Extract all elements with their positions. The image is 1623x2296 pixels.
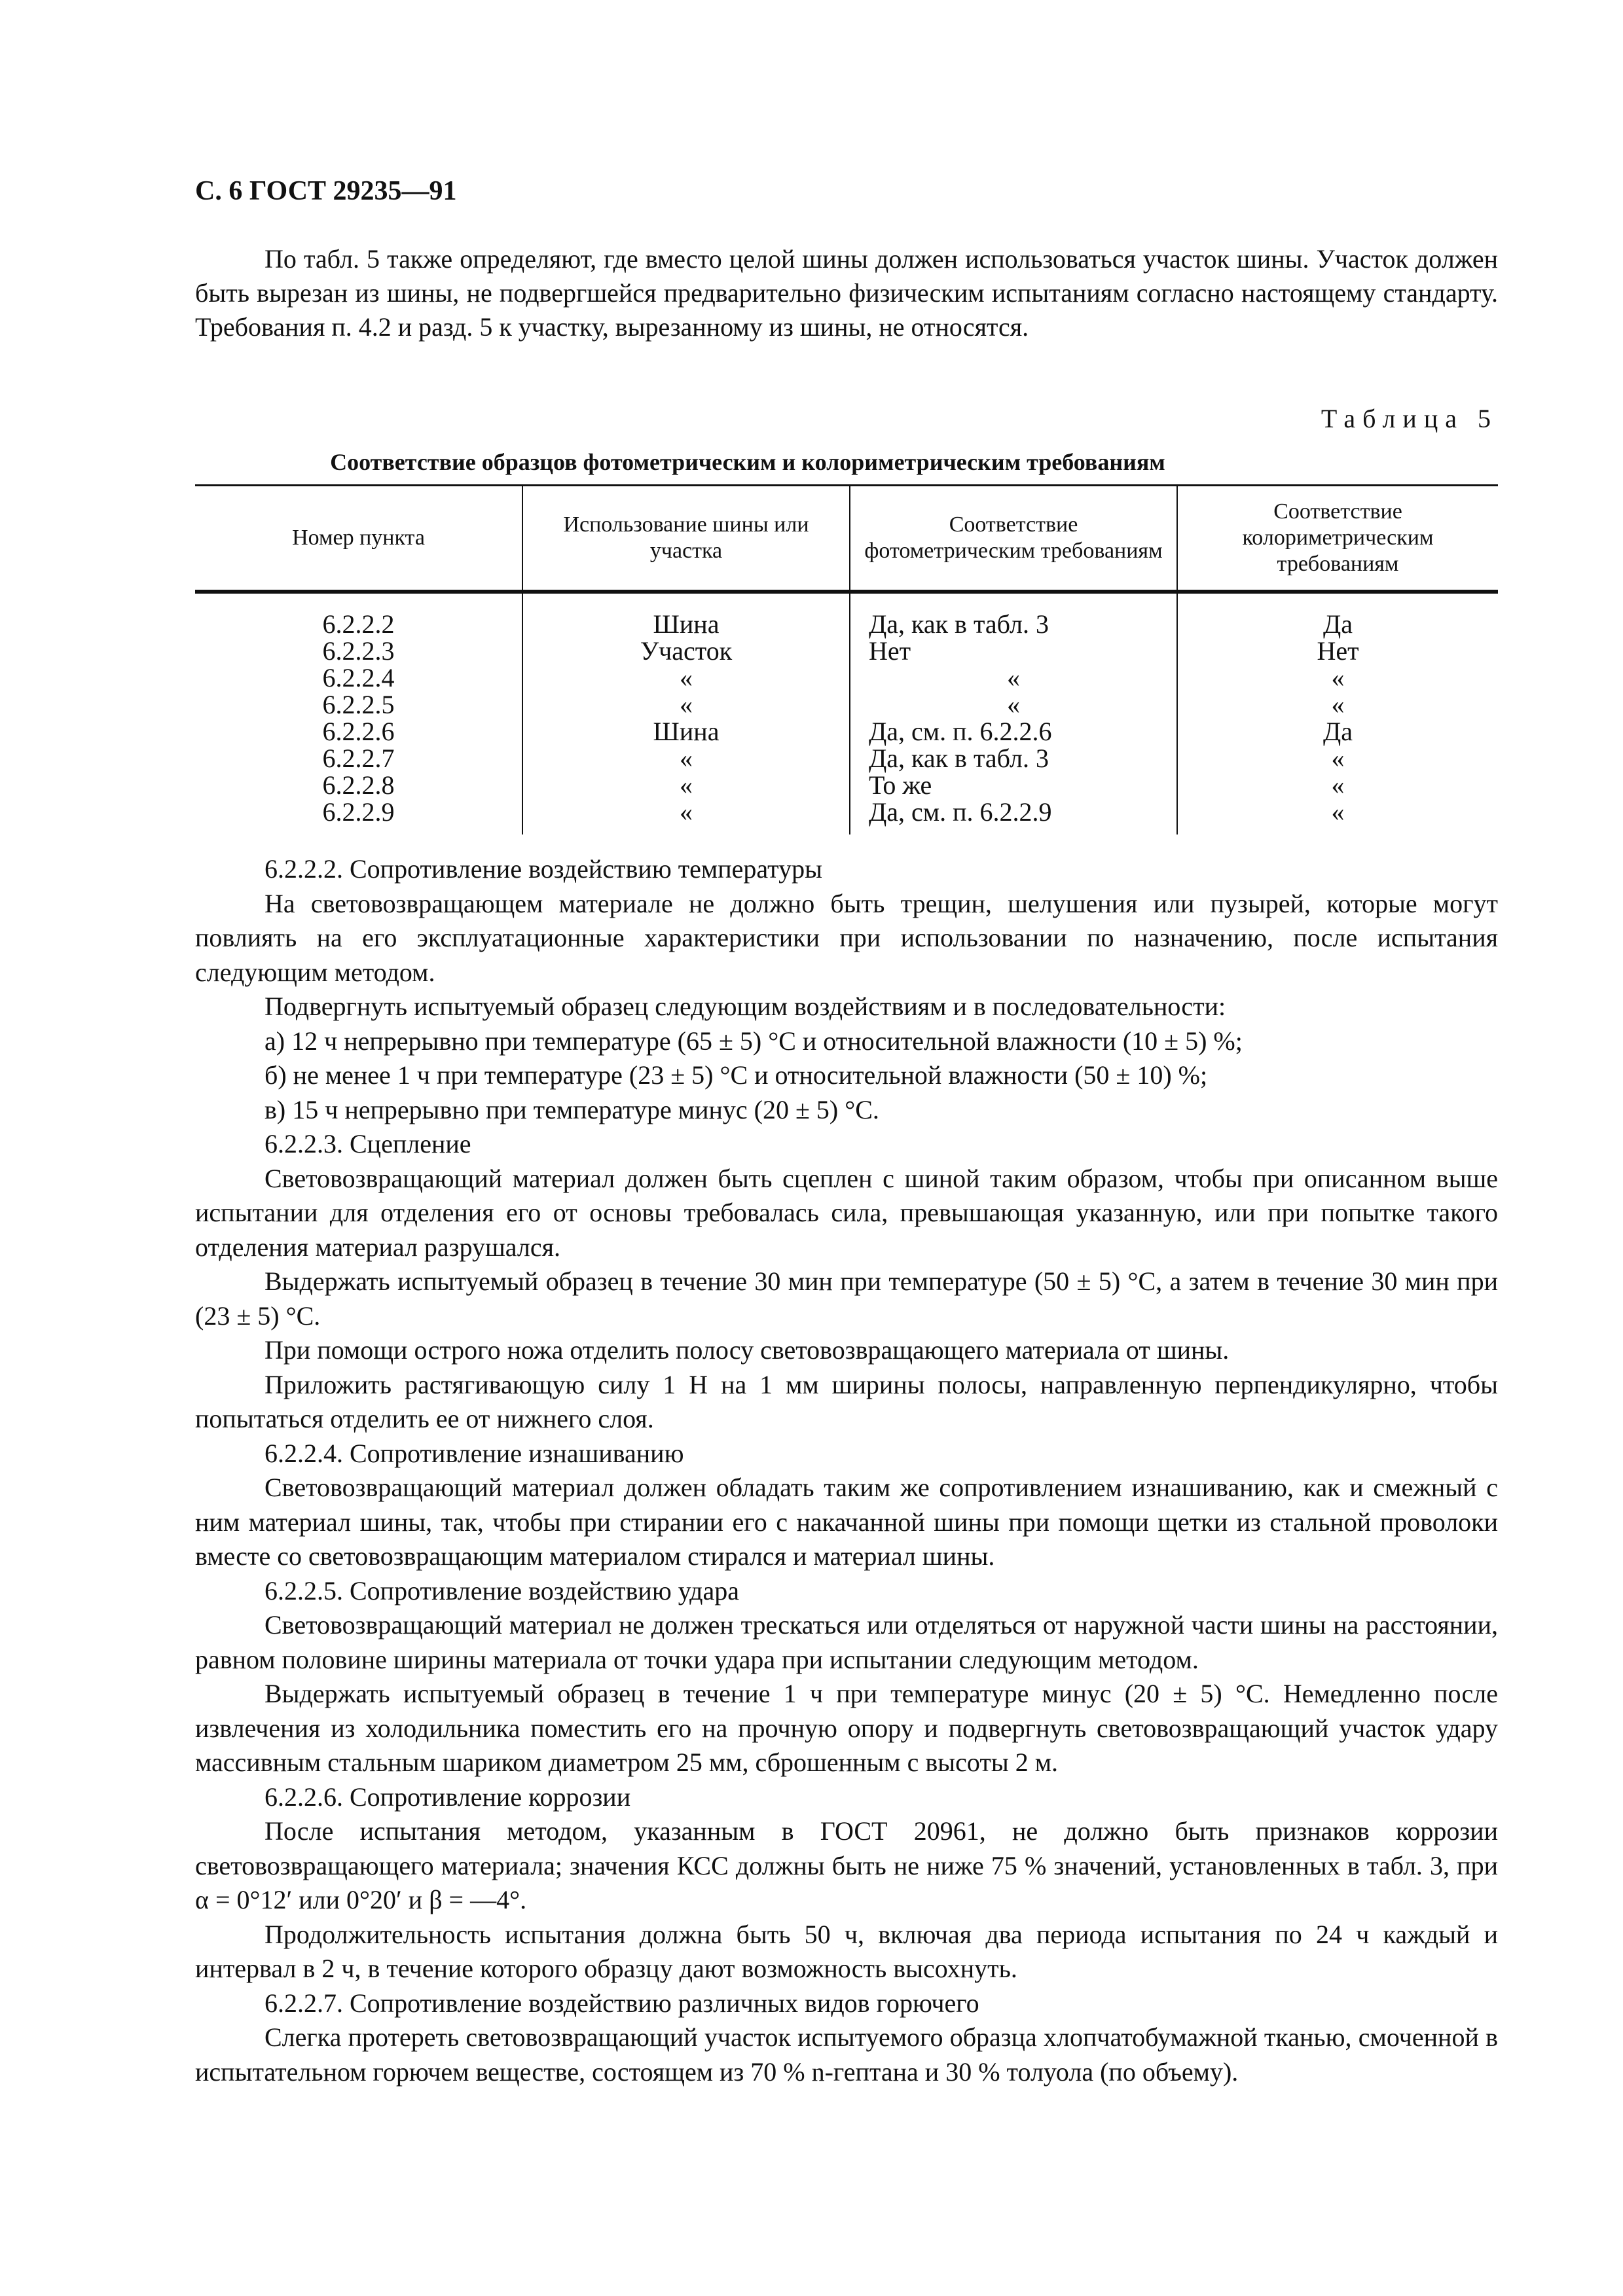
body-text <box>195 852 1498 2089</box>
cell-usage: « <box>522 798 850 834</box>
cell-item-number: 6.2.2.6 <box>195 718 522 745</box>
table-5 <box>195 484 1498 834</box>
intro-text <box>195 242 1498 344</box>
section-heading: 6.2.2.5. Сопротивление воздействию удара <box>264 1575 740 1605</box>
table-row <box>195 664 1498 691</box>
paragraph: Световозвращающий материал должен быть сцеплен с шиной таким образом, чтобы при описанном выше испытании для отделения его от основы требовалась сила, превышающая указанную, или при попытке такого отделения материал разрушался. <box>195 1163 1498 1262</box>
cell-colorimetric: Нет <box>1317 636 1359 666</box>
cell-usage: « <box>522 691 850 718</box>
cell-usage: « <box>522 664 850 691</box>
cell-item-number: 6.2.2.5 <box>195 691 522 718</box>
cell-colorimetric: « <box>1331 797 1345 827</box>
header-colorimetric: Соответствие колориметрическим требованиям <box>1177 486 1498 592</box>
section-heading: 6.2.2.3. Сцепление <box>264 1129 471 1158</box>
intro-paragraph: По табл. 5 также определяют, где вместо целой шины должен использоваться участок шины. Участок должен быть вырезан из шины, не подвергшейся предварительно физическим испытаниям согласно настоящему стандарту. Требования п. 4.2 и разд. 5 к участку, вырезанному из шины, не относятся. <box>195 244 1498 342</box>
table-row <box>195 592 1498 637</box>
cell-colorimetric: Да <box>1322 609 1353 639</box>
cell-usage: Участок <box>522 637 850 664</box>
section-heading: 6.2.2.7. Сопротивление воздействию различных видов горючего <box>264 1988 979 2018</box>
cell-item-number: 6.2.2.7 <box>195 745 522 772</box>
paragraph: Приложить растягивающую силу 1 Н на 1 мм ширины полосы, направленную перпендикулярно, чтобы попытаться отделить ее от нижнего слоя. <box>195 1369 1498 1433</box>
cell-photometric: То же <box>850 772 1177 798</box>
paragraph: Выдержать испытуемый образец в течение 1 ч при температуре минус (20 ± 5) °С. Немедленно после извлечения из холодильника поместить его на прочную опору и подвергнуть световозвращающий участок удару массивным стальным шариком диаметром 25 мм, сброшенным с высоты 2 м. <box>195 1679 1498 1777</box>
paragraph: При помощи острого ножа отделить полосу световозвращающего материала от шины. <box>264 1335 1230 1365</box>
paragraph: Слегка протереть световозвращающий участок испытуемого образца хлопчатобумажной тканью, смоченной в испытательном горючем веществе, состоящем из 70 % n-гептана и 30 % толуола (по объему). <box>195 2022 1498 2087</box>
table-row <box>195 745 1498 772</box>
list-item: в) 15 ч непрерывно при температуре минус (20 ± 5) °С. <box>264 1094 879 1124</box>
table-row <box>195 718 1498 745</box>
section-heading: 6.2.2.4. Сопротивление изнашиванию <box>264 1438 684 1468</box>
header-item-number: Номер пункта <box>195 486 522 592</box>
table-header-row <box>195 486 1498 592</box>
cell-colorimetric: « <box>1331 744 1345 773</box>
cell-colorimetric: « <box>1331 770 1345 800</box>
cell-usage: Шина <box>522 718 850 745</box>
cell-photometric: Да, как в табл. 3 <box>850 745 1177 772</box>
cell-item-number: 6.2.2.9 <box>195 798 522 834</box>
cell-photometric: « <box>850 664 1177 691</box>
cell-item-number: 6.2.2.2 <box>195 592 522 637</box>
cell-colorimetric: « <box>1331 690 1345 719</box>
cell-photometric: Нет <box>850 637 1177 664</box>
cell-photometric: Да, см. п. 6.2.2.6 <box>850 718 1177 745</box>
section-heading: 6.2.2.2. Сопротивление воздействию температуры <box>264 854 822 884</box>
cell-usage: « <box>522 745 850 772</box>
table-row <box>195 691 1498 718</box>
cell-photometric: « <box>850 691 1177 718</box>
page-header: С. 6 ГОСТ 29235—91 <box>195 176 457 206</box>
cell-item-number: 6.2.2.8 <box>195 772 522 798</box>
paragraph: На световозвращающем материале не должно быть трещин, шелушения или пузырей, которые могут повлиять на его эксплуатационные характеристики при использовании по назначению, после испытания следующим методом. <box>195 888 1498 987</box>
table-row <box>195 798 1498 834</box>
table-title: Соответствие образцов фотометрическим и колориметрическим требованиям <box>330 449 1165 475</box>
cell-usage: Шина <box>522 592 850 637</box>
table-row <box>195 772 1498 798</box>
cell-item-number: 6.2.2.3 <box>195 637 522 664</box>
cell-colorimetric: Да <box>1322 717 1353 746</box>
cell-photometric: Да, как в табл. 3 <box>850 592 1177 637</box>
paragraph: Подвергнуть испытуемый образец следующим воздействиям и в последовательности: <box>264 992 1226 1021</box>
table-label: Таблица 5 <box>1321 404 1498 433</box>
paragraph: Световозвращающий материал не должен трескаться или отделяться от наружной части шины на расстоянии, равном половине ширины материала от точки удара при испытании следующим методом. <box>195 1610 1498 1674</box>
header-photometric: Соответствие фотометрическим требованиям <box>850 486 1177 592</box>
paragraph: Выдержать испытуемый образец в течение 30 мин при температуре (50 ± 5) °С, а затем в течение 30 мин при (23 ± 5) °С. <box>195 1266 1498 1331</box>
table-row <box>195 637 1498 664</box>
section-heading: 6.2.2.6. Сопротивление коррозии <box>264 1782 631 1812</box>
list-item: а) 12 ч непрерывно при температуре (65 ± 5) °С и относительной влажности (10 ± 5) %; <box>264 1026 1243 1056</box>
paragraph: После испытания методом, указанным в ГОСТ 20961, не должно быть признаков коррозии световозвращающего материала; значения КСС должны быть не ниже 75 % значений, установленных в табл. 3, при α = 0°12′ или 0°20′ и β = —4°. <box>195 1816 1498 1914</box>
paragraph: Световозвращающий материал должен обладать таким же сопротивлением изнашиванию, как и смежный с ним материал шины, так, чтобы при стирании его с накачанной шины при помощи щетки из стальной проволоки вместе со световозвращающим материалом стирался и материал шины. <box>195 1473 1498 1571</box>
cell-colorimetric: « <box>1331 663 1345 692</box>
cell-item-number: 6.2.2.4 <box>195 664 522 691</box>
header-usage: Использование шины или участка <box>522 486 850 592</box>
list-item: б) не менее 1 ч при температуре (23 ± 5) °С и относительной влажности (50 ± 10) %; <box>264 1060 1208 1090</box>
paragraph: Продолжительность испытания должна быть 50 ч, включая два периода испытания по 24 ч каждый и интервал в 2 ч, в течение которого образцу дают возможность высохнуть. <box>195 1919 1498 1983</box>
cell-usage: « <box>522 772 850 798</box>
cell-photometric: Да, см. п. 6.2.2.9 <box>850 798 1177 834</box>
